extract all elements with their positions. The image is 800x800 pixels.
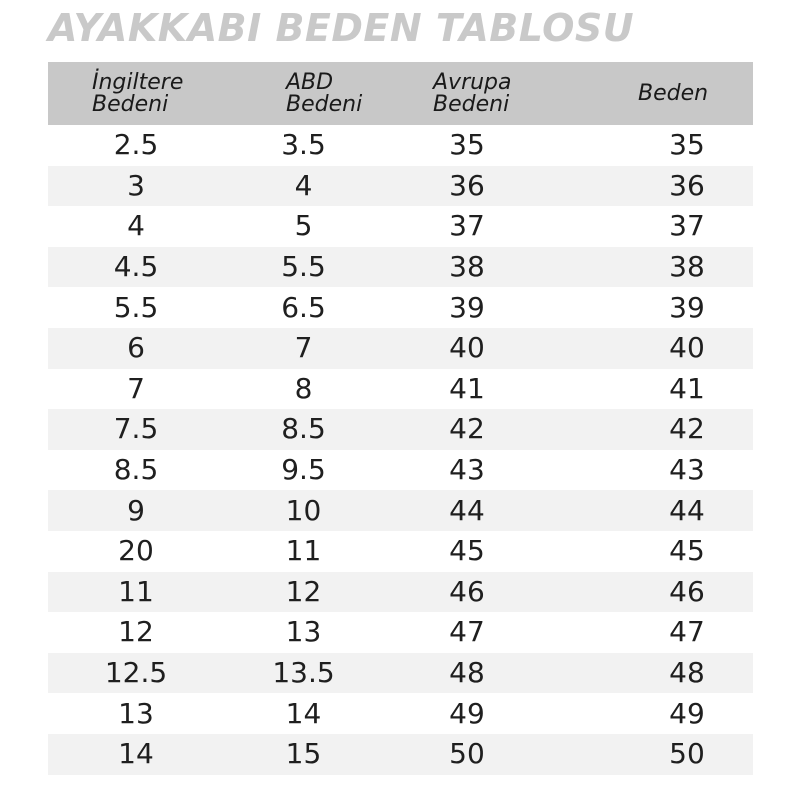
header-row [48, 62, 753, 125]
table-cell: 46 [449, 574, 485, 608]
table-cell: 36 [449, 168, 485, 202]
table-row [48, 247, 753, 288]
column-header-size [573, 62, 753, 125]
table-row [48, 287, 753, 328]
table-cell: 43 [669, 453, 705, 487]
table-row [48, 531, 753, 572]
table-cell: 43 [449, 453, 485, 487]
table-cell: 5 [294, 209, 313, 243]
header-line: Bedeni [92, 91, 169, 117]
table-cell: 47 [669, 615, 705, 649]
table-cell: 8 [294, 371, 313, 405]
table-cell: 49 [669, 696, 705, 730]
size-chart-table [48, 62, 753, 775]
table-cell: 7 [127, 371, 145, 405]
table-row [48, 693, 753, 734]
table-row [48, 653, 753, 694]
table-cell: 47 [449, 615, 485, 649]
column-header-eu-size [393, 62, 573, 125]
table-row [48, 328, 753, 369]
header-line: Beden [638, 80, 709, 106]
table-cell: 40 [669, 331, 705, 365]
table-cell: 50 [669, 737, 705, 771]
table-row [48, 125, 753, 166]
table-cell: 39 [449, 290, 485, 324]
table-cell: 2.5 [113, 128, 159, 162]
table-cell: 12.5 [104, 656, 168, 690]
table-cell: 42 [669, 412, 705, 446]
header-line: Avrupa [433, 69, 512, 95]
table-cell: 38 [449, 250, 485, 284]
table-row [48, 572, 753, 613]
table-cell: 9 [127, 493, 145, 527]
table-cell: 5.5 [281, 250, 326, 284]
table-cell: 45 [449, 534, 485, 568]
table-cell: 4.5 [113, 250, 159, 284]
column-header-uk-size [48, 62, 238, 125]
table-cell: 36 [669, 168, 705, 202]
table-row [48, 450, 753, 491]
table-cell: 45 [669, 534, 705, 568]
table-cell: 14 [285, 696, 322, 730]
header-line: Bedeni [433, 91, 510, 117]
header-line: İngiltere [92, 69, 184, 95]
table-cell: 6 [127, 331, 145, 365]
table-cell: 41 [669, 371, 705, 405]
table-header [48, 62, 753, 125]
table-cell: 46 [669, 574, 705, 608]
table-cell: 4 [127, 209, 145, 243]
table-cell: 14 [118, 737, 154, 771]
table-cell: 48 [669, 656, 705, 690]
table-cell: 5.5 [113, 290, 159, 324]
table-cell: 9.5 [281, 453, 326, 487]
table-cell: 10 [285, 493, 322, 527]
table-cell: 11 [118, 574, 154, 608]
table-cell: 11 [285, 534, 322, 568]
table-cell: 44 [449, 493, 485, 527]
table-cell: 42 [449, 412, 485, 446]
table-cell: 6.5 [281, 290, 326, 324]
table-cell: 38 [669, 250, 705, 284]
table-cell: 37 [669, 209, 705, 243]
table-cell: 44 [669, 493, 705, 527]
header-line: Bedeni [286, 91, 363, 117]
table-cell: 12 [285, 574, 322, 608]
table-cell: 13 [118, 696, 154, 730]
table-cell: 13 [285, 615, 322, 649]
table-body [48, 125, 753, 775]
table-cell: 35 [449, 128, 485, 162]
table-cell: 8.5 [113, 453, 159, 487]
table-cell: 49 [449, 696, 485, 730]
table-cell: 7 [294, 331, 313, 365]
header-line: ABD [286, 69, 334, 95]
table-cell: 35 [669, 128, 705, 162]
table-row [48, 490, 753, 531]
table-cell: 41 [449, 371, 485, 405]
page-title: AYAKKABI BEDEN TABLOSU [48, 6, 635, 50]
table-row [48, 166, 753, 207]
table-cell: 39 [669, 290, 705, 324]
table-cell: 40 [449, 331, 485, 365]
table-row [48, 734, 753, 775]
column-header-us-size [238, 62, 393, 125]
table-cell: 20 [118, 534, 154, 568]
table-cell: 12 [118, 615, 154, 649]
table-cell: 48 [449, 656, 485, 690]
table-row [48, 206, 753, 247]
table-cell: 4 [294, 168, 313, 202]
table-cell: 3.5 [281, 128, 326, 162]
table-cell: 3 [127, 168, 145, 202]
table-row [48, 612, 753, 653]
table-cell: 37 [449, 209, 485, 243]
table-cell: 8.5 [281, 412, 326, 446]
table-cell: 50 [449, 737, 485, 771]
table-row [48, 369, 753, 410]
table-cell: 7.5 [113, 412, 159, 446]
table-cell: 13.5 [272, 656, 335, 690]
table-cell: 15 [285, 737, 322, 771]
table-row [48, 409, 753, 450]
